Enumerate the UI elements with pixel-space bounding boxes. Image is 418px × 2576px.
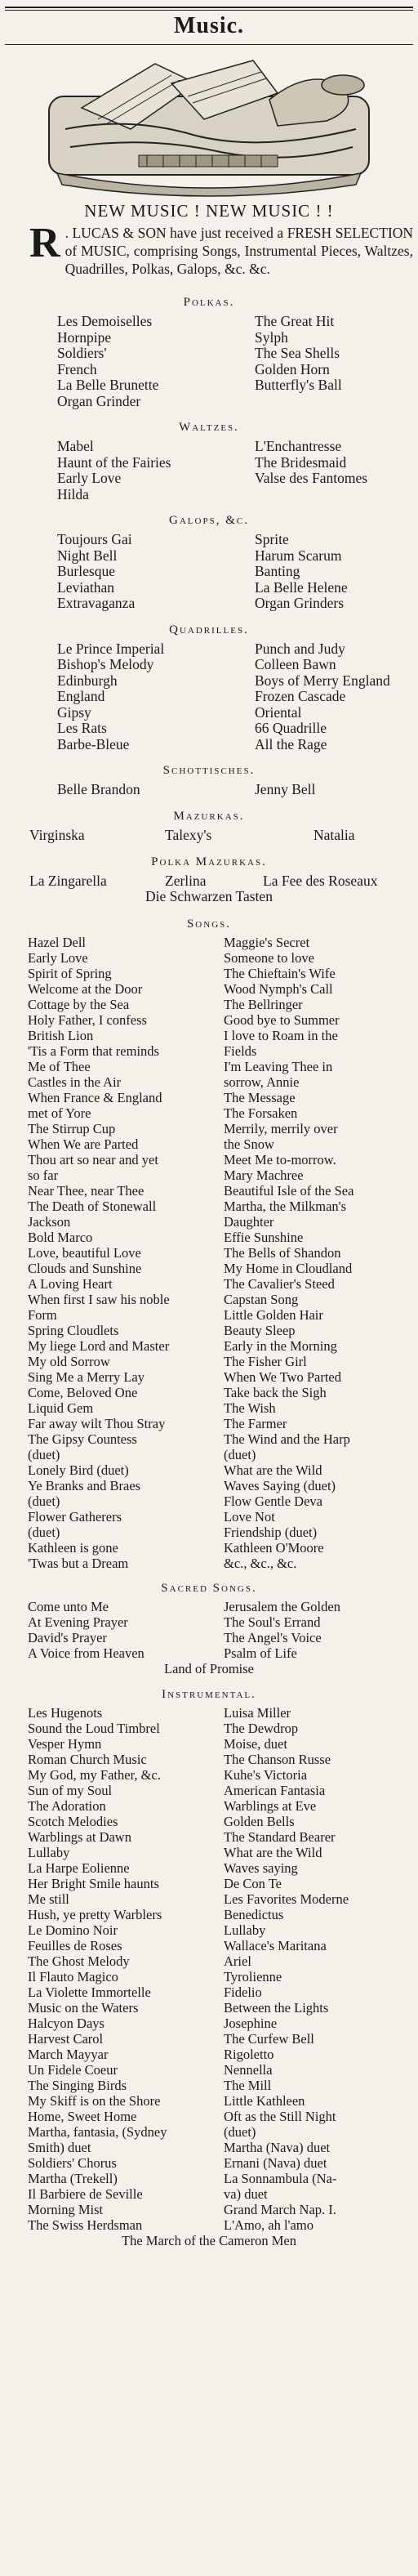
songs-item: What are the Wild [224,1462,322,1478]
songs-item: Lonely Bird (duet) [28,1462,129,1478]
section-heading-waltzes: Waltzes. [179,421,239,434]
songs-item: Spring Cloudlets [28,1322,119,1338]
songs-item: Someone to love [224,949,314,966]
instrumental-item: Warblings at Eve [224,1797,317,1814]
instrumental-item: Kuhe's Victoria [224,1766,308,1783]
galops-item: Leviathan [57,578,114,596]
songs-item: The Chieftain's Wife [224,965,336,981]
section-heading-polkas: Polkas. [183,296,235,309]
songs-item: My Home in Cloudland [224,1260,353,1276]
songs-item: The Bellringer [224,996,303,1012]
polkas-item: Hornpipe [57,328,112,346]
songs-item: Beautiful Isle of the Sea [224,1182,354,1199]
songs-item: Liquid Gem [28,1400,94,1416]
instrumental-item: What are the Wild [224,1844,322,1860]
songs-item: Jackson [28,1213,71,1230]
instrumental-item: Morning Mist [28,2201,104,2217]
songs-item: Spirit of Spring [28,965,112,981]
quadrilles-item: Gipsy [57,703,91,721]
instrumental-item: Le Domino Noir [28,1922,118,1938]
galops-item: Banting [255,563,300,579]
songs-item: &c., &c., &c. [224,1555,297,1571]
instrumental-item: Sound the Loud Timbrel [28,1720,160,1736]
instrumental-item: My Skiff is on the Shore [28,2092,161,2109]
quadrilles-item: All the Rage [255,735,327,752]
songs-item: 'Twas but a Dream [28,1555,129,1571]
songs-item: Bold Marco [28,1229,93,1245]
songs-item: Martha, the Milkman's [224,1198,347,1214]
instrumental-item: Halcyon Days [28,2015,104,2031]
songs-item: Welcome at the Door [28,980,143,997]
instrumental-item: Ariel [224,1953,251,1969]
songs-item: The Cavalier's Steed [224,1275,335,1292]
instrumental-item: Benedictus [224,1906,284,1922]
instrumental-item: Scotch Melodies [28,1813,118,1829]
waltzes-item: L'Enchantresse [255,438,342,454]
galops-item: Organ Grinders [255,595,345,611]
songs-item: Meet Me to-morrow. [224,1151,336,1167]
songs-item: Fields [224,1042,257,1059]
quadrilles-item: 66 Quadrille [255,720,327,736]
songs-item: Ye Branks and Braes [28,1477,141,1493]
sacred-item: Psalm of Life [224,1645,297,1661]
instrumental-item: Les Hugenots [28,1704,103,1721]
songs-item: British Lion [28,1027,94,1043]
music-instruments-engraving [33,51,385,204]
polkas-item: The Great Hit [255,313,335,329]
songs-item: Wood Nymph's Call [224,980,333,997]
instrumental-item: American Fantasia [224,1782,326,1798]
quadrilles-item: Frozen Cascade [255,688,346,704]
instrumental-item: Lullaby [224,1922,266,1938]
instrumental-item: Lullaby [28,1844,70,1860]
songs-item: Love, beautiful Love [28,1244,141,1261]
polkas-item: Butterfly's Ball [255,377,342,393]
instrumental-item: The March of the Cameron Men [122,2232,296,2248]
instrumental-item: Her Bright Smile haunts [28,1875,159,1891]
songs-item: My liege Lord and Master [28,1337,170,1354]
instrumental-item: Music on the Waters [28,1999,139,2016]
mazurkas-item: Talexy's [165,826,212,843]
polka-mazurkas-item: La Zingarella [29,872,107,889]
quadrilles-item: England [57,688,105,704]
instrumental-item: Moise, duet [224,1735,287,1752]
sacred-item: Jerusalem the Golden [224,1598,340,1614]
polkas-item: La Belle Brunette [57,377,159,393]
songs-item: 'Tis a Form that reminds [28,1042,159,1059]
songs-item: Come, Beloved One [28,1384,138,1400]
songs-item: I'm Leaving Thee in [224,1058,333,1074]
songs-item: Capstan Song [224,1291,299,1307]
instrumental-item: Feuilles de Roses [28,1937,122,1953]
section-heading-sacred: Sacred Songs. [161,1581,257,1595]
songs-item: sorrow, Annie [224,1074,300,1090]
songs-item: Friendship (duet) [224,1524,318,1540]
instrumental-item: Fidelio [224,1984,262,2000]
instrumental-item: Between the Lights [224,1999,329,2016]
section-heading-songs: Songs. [186,917,232,931]
galops-item: Sprite [255,531,289,547]
songs-item: The Bells of Shandon [224,1244,341,1261]
songs-item: Cottage by the Sea [28,996,130,1012]
instrumental-item: Un Fidele Coeur [28,2061,118,2078]
songs-item: The Gipsy Countess [28,1431,137,1447]
instrumental-item: Hush, ye pretty Warblers [28,1906,162,1922]
schottisches-item: Jenny Bell [255,781,316,797]
instrumental-item: Golden Bells [224,1813,295,1829]
galops-item: Night Bell [57,547,118,564]
songs-item: Mary Machree [224,1167,304,1183]
instrumental-item: Sun of my Soul [28,1782,113,1798]
instrumental-item: Martha (Nava) duet [224,2139,331,2155]
instrumental-item: La Sonnambula (Na- [224,2170,337,2186]
waltzes-item: The Bridesmaid [255,453,347,471]
quadrilles-item: Colleen Bawn [255,656,336,672]
sacred-item: The Soul's Errand [224,1614,321,1630]
instrumental-item: The Curfew Bell [224,2030,314,2047]
songs-item: Hazel Dell [28,934,87,950]
galops-item: Burlesque [57,563,115,579]
songs-item: Good bye to Summer [224,1011,340,1028]
section-heading-mazurkas: Mazurkas. [173,809,245,823]
instrumental-item: The Chanson Russe [224,1751,331,1767]
section-heading-galops: Galops, &c. [169,514,249,527]
songs-item: Waves Saying (duet) [224,1477,336,1493]
songs-item: Effie Sunshine [224,1229,304,1245]
songs-item: The Stirrup Cup [28,1120,116,1136]
waltzes-item: Haunt of the Fairies [57,453,171,471]
instrumental-item: Soldiers' Chorus [28,2154,117,2171]
quadrilles-item: Bishop's Melody [57,656,154,672]
quadrilles-item: Boys of Merry England [255,672,390,689]
galops-item: Extravaganza [57,595,136,611]
instrumental-item: Il Barbiere de Seville [28,2185,143,2202]
polkas-item: Golden Horn [255,360,330,377]
waltzes-item: Hilda [57,485,89,502]
songs-item: Kathleen O'Moore [224,1539,324,1556]
songs-item: When We are Parted [28,1136,139,1152]
sacred-item: The Angel's Voice [224,1629,322,1645]
instrumental-item: Harvest Carol [28,2030,104,2047]
instrumental-item: Oft as the Still Night [224,2108,336,2124]
songs-item: The Death of Stonewall [28,1198,157,1214]
songs-item: (duet) [28,1493,60,1509]
galops-item: La Belle Helene [255,578,348,596]
top-rule [5,7,413,8]
sacred-item: A Voice from Heaven [28,1645,145,1661]
instrumental-item: The Ghost Melody [28,1953,130,1969]
songs-item: (duet) [28,1446,60,1462]
instrumental-item: The Adoration [28,1797,106,1814]
instrumental-item: va) duet [224,2185,268,2202]
instrumental-item: Warblings at Dawn [28,1828,131,1845]
songs-item: Early Love [28,949,88,966]
songs-item: Sing Me a Merry Lay [28,1368,145,1385]
instrumental-item: Luisa Miller [224,1704,291,1721]
instrumental-item: Little Kathleen [224,2092,305,2109]
instrumental-item: Tyrolienne [224,1968,282,1984]
waltzes-item: Valse des Fantomes [255,470,368,486]
instrumental-item: The Singing Birds [28,2077,127,2093]
headline: NEW MUSIC ! NEW MUSIC ! ! [84,201,334,221]
instrumental-item: The Swiss Herdsman [28,2217,143,2233]
instrumental-item: Home, Sweet Home [28,2108,137,2124]
songs-item: A Loving Heart [28,1275,113,1292]
songs-item: Kathleen is gone [28,1539,118,1556]
instrumental-item: Nennella [224,2061,273,2078]
songs-item: When first I saw his noble [28,1291,170,1307]
songs-item: The Fisher Girl [224,1353,307,1369]
songs-item: Beauty Sleep [224,1322,296,1338]
intro-text: . LUCAS & SON have just received a FRESH SELECTION of MUSIC, comprising Songs, Instrumental Pieces, Waltzes, Quadrilles, Polkas, Galops, &c. &c. [64,225,413,277]
instrumental-item: The Dewdrop [224,1720,299,1736]
songs-item: The Farmer [224,1415,287,1431]
quadrilles-item: Barbe-Bleue [57,735,130,752]
songs-item: Me of Thee [28,1058,91,1074]
songs-item: Near Thee, near Thee [28,1182,145,1199]
songs-item: Daughter [224,1213,274,1230]
instrumental-item: Smith) duet [28,2139,91,2155]
instrumental-item: De Con Te [224,1875,282,1891]
schottisches-item: Belle Brandon [57,781,140,797]
waltzes-item: Early Love [57,470,122,486]
songs-item: (duet) [28,1524,60,1540]
songs-item: Castles in the Air [28,1074,122,1090]
top-rule-thin [5,10,413,11]
instrumental-item: March Mayyar [28,2046,109,2062]
instrumental-item: L'Amo, ah l'amo [224,2217,314,2233]
songs-item: Holy Father, I confess [28,1011,147,1028]
intro-paragraph [29,220,413,278]
songs-item: Flow Gentle Deva [224,1493,322,1509]
songs-item: so far [28,1167,59,1183]
quadrilles-item: Oriental [255,703,302,721]
songs-item: My old Sorrow [28,1353,110,1369]
quadrilles-item: Le Prince Imperial [57,640,165,657]
songs-item: The Wind and the Harp [224,1431,350,1447]
instrumental-item: La Harpe Eolienne [28,1859,130,1876]
instrumental-item: Ernani (Nava) duet [224,2154,327,2171]
songs-item: Clouds and Sunshine [28,1260,142,1276]
galops-item: Toujours Gai [57,531,132,547]
instrumental-item: La Violette Immortelle [28,1984,151,2000]
instrumental-item: Les Favorites Moderne [224,1891,349,1907]
polka-mazurkas-item: Zerlina [165,872,207,889]
songs-item: Form [28,1306,57,1323]
drop-cap: R [29,220,60,266]
title-rule [5,44,413,45]
polkas-item: Sylph [255,328,288,346]
quadrilles-item: Punch and Judy [255,640,345,657]
polkas-item: The Sea Shells [255,345,340,361]
instrumental-item: (duet) [224,2123,256,2140]
songs-item: (duet) [224,1446,256,1462]
instrumental-item: My God, my Father, &c. [28,1766,161,1783]
sacred-item: At Evening Prayer [28,1614,128,1630]
songs-item: met of Yore [28,1105,91,1121]
instrumental-item: Il Flauto Magico [28,1968,118,1984]
mazurkas-item: Virginska [29,826,85,843]
column-title: Music. [173,13,245,38]
polkas-item: French [57,360,97,377]
songs-item: When We Two Parted [224,1368,341,1385]
section-heading-quadrilles: Quadrilles. [169,623,249,636]
instrumental-item: The Standard Bearer [224,1828,336,1845]
quadrilles-item: Edinburgh [57,672,118,689]
songs-item: Love Not [224,1508,275,1525]
instrumental-item: Martha (Trekell) [28,2170,118,2186]
songs-item: Little Golden Hair [224,1306,323,1323]
instrumental-item: Wallace's Maritana [224,1937,327,1953]
polkas-item: Les Demoiselles [57,313,153,329]
sacred-item: David's Prayer [28,1629,107,1645]
instrumental-item: Vesper Hymn [28,1735,102,1752]
songs-item: Early in the Morning [224,1337,337,1354]
songs-item: When France & England [28,1089,162,1105]
waltzes-item: Mabel [57,438,94,454]
songs-item: Far away wilt Thou Stray [28,1415,166,1431]
sacred-item: Land of Promise [164,1660,254,1676]
section-heading-polka_mazurkas: Polka Mazurkas. [151,855,267,868]
instrumental-item: The Mill [224,2077,272,2093]
songs-item: Flower Gatherers [28,1508,122,1525]
instrumental-item: Grand March Nap. I. [224,2201,336,2217]
songs-item: Thou art so near and yet [28,1151,158,1167]
songs-item: Maggie's Secret [224,934,310,950]
mazurkas-item: Natalia [314,826,355,843]
quadrilles-item: Les Rats [57,720,107,736]
instrumental-item: Roman Church Music [28,1751,147,1767]
songs-item: The Wish [224,1400,276,1416]
songs-item: Take back the Sigh [224,1384,327,1400]
section-heading-instrumental: Instrumental. [162,1687,256,1701]
songs-item: The Forsaken [224,1105,298,1121]
polka-mazurkas-item: La Fee des Roseaux [263,872,378,889]
polka-mazurkas-item: Die Schwarzen Tasten [145,887,273,904]
instrumental-item: Martha, fantasia, (Sydney [28,2123,167,2140]
polkas-item: Soldiers' [57,345,107,361]
instrumental-item: Waves saying [224,1859,298,1876]
instrumental-item: Rigoletto [224,2046,274,2062]
sacred-item: Come unto Me [28,1598,109,1614]
songs-item: I love to Roam in the [224,1027,338,1043]
songs-item: The Message [224,1089,296,1105]
songs-item: the Snow [224,1136,274,1152]
polkas-item: Organ Grinder [57,392,141,409]
section-heading-schottisches: Schottisches. [162,764,256,777]
galops-item: Harum Scarum [255,547,342,564]
instrumental-item: Me still [28,1891,69,1907]
songs-item: Merrily, merrily over [224,1120,338,1136]
instrumental-item: Josephine [224,2015,278,2031]
